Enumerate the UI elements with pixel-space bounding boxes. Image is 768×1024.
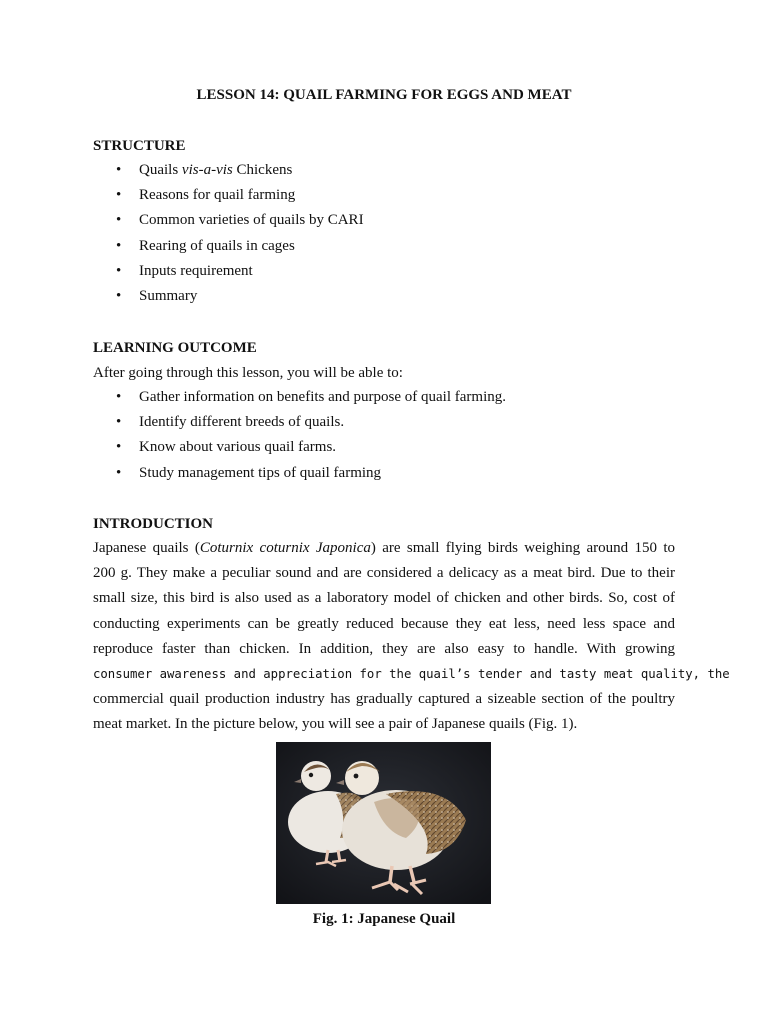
learning-outcome-heading: LEARNING OUTCOME — [93, 340, 257, 356]
figure-caption: Fig. 1: Japanese Quail — [312, 911, 456, 927]
outcome-item: • Identify different breeds of quails. — [93, 410, 506, 435]
paragraph-line: conducting experiments can be greatly reduced because they eat less, need less space and — [93, 615, 675, 632]
paragraph-line: 200 g. They make a peculiar sound and are considered a delicacy as a meat bird. Due to their — [93, 565, 675, 582]
outcome-item: • Study management tips of quail farming — [93, 461, 506, 486]
learning-outcome-intro: After going through this lesson, you will be able to: — [93, 365, 403, 381]
outcome-item: • Know about various quail farms. — [93, 435, 506, 460]
paragraph-line: commercial quail production industry has gradually captured a sizeable section of the poultry — [93, 691, 675, 708]
structure-item: • Common varieties of quails by CARI — [93, 208, 364, 233]
structure-item: • Inputs requirement — [93, 259, 364, 284]
outcome-item: • Gather information on benefits and purpose of quail farming. — [93, 385, 506, 410]
paragraph-line: consumer awareness and appreciation for the quail’s tender and tasty meat quality, the — [93, 667, 730, 682]
learning-outcome-list — [93, 385, 506, 486]
introduction-paragraph — [93, 536, 730, 738]
structure-heading: STRUCTURE — [93, 138, 186, 154]
structure-list — [93, 158, 364, 309]
quail-illustration — [276, 742, 491, 904]
paragraph-line: reproduce faster than chicken. In addition, they are also easy to handle. With growing — [93, 640, 675, 657]
structure-item: • Summary — [93, 284, 364, 309]
lesson-title: LESSON 14: QUAIL FARMING FOR EGGS AND MEAT — [196, 87, 572, 103]
paragraph-line: small size, this bird is also used as a laboratory model of chicken and other birds. So, cost of — [93, 590, 675, 607]
introduction-heading: INTRODUCTION — [93, 516, 214, 532]
paragraph-line: Japanese quails (Coturnix coturnix Japonica) are small flying birds weighing around 150 to — [93, 540, 675, 556]
quail-photo — [276, 742, 491, 904]
paragraph-line: meat market. In the picture below, you will see a pair of Japanese quails (Fig. 1). — [93, 716, 578, 733]
structure-item: • Quails vis-a-vis Chickens — [93, 158, 364, 183]
structure-item: • Reasons for quail farming — [93, 183, 364, 208]
structure-item: • Rearing of quails in cages — [93, 234, 364, 259]
